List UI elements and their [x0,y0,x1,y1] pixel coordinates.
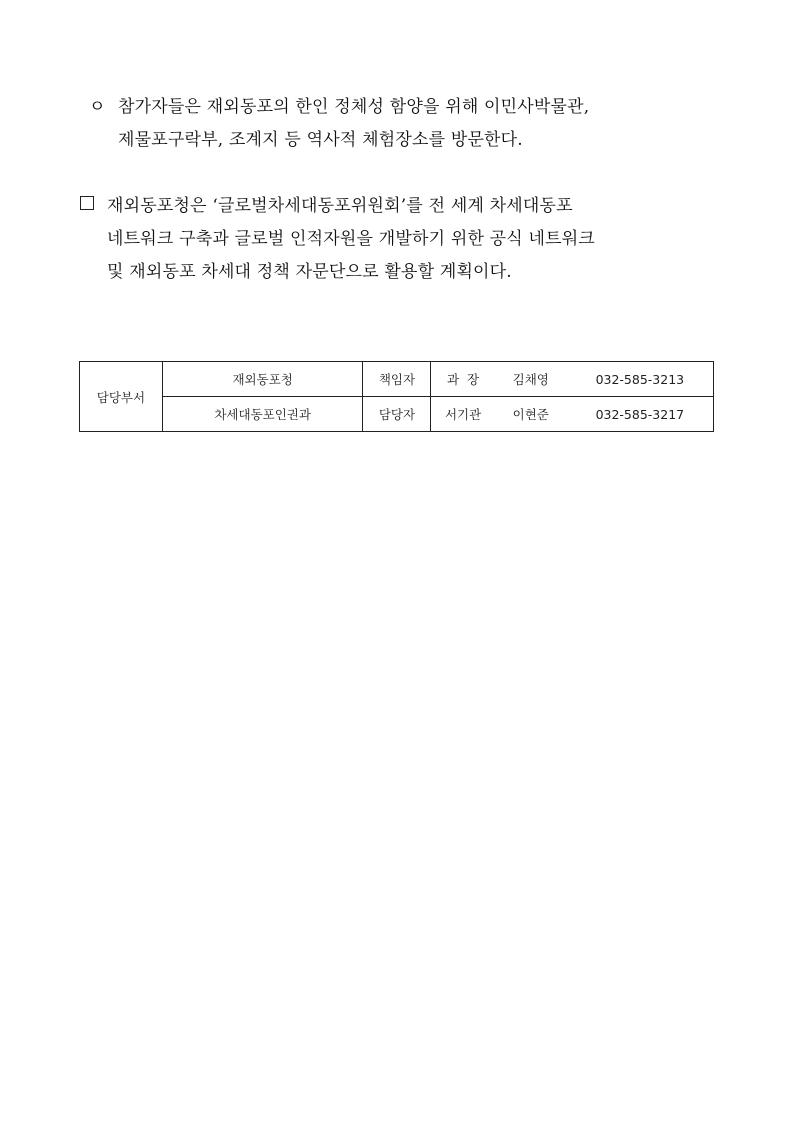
title-cell: 과 장 [431,362,495,397]
paragraph-line: 재외동포청은 ‘글로벌차세대동포위원회’를 전 세계 차세대동포 [107,196,573,216]
role-cell: 담당자 [363,397,431,432]
division-cell: 차세대동포인권과 [162,397,363,432]
phone-cell: 032-585-3213 [567,362,714,397]
dept-header-cell: 담당부서 [80,362,163,432]
paragraph-line: 참가자들은 재외동포의 한인 정체성 함양을 위해 이민사박물관, [118,97,590,117]
name-cell: 김채영 [495,362,567,397]
org-cell: 재외동포청 [162,362,363,397]
circle-bullet-icon: ㅇ [89,97,106,117]
table-row [80,362,714,397]
title-cell: 서기관 [431,397,495,432]
phone-cell: 032-585-3217 [567,397,714,432]
name-cell: 이현준 [495,397,567,432]
paragraph-line: 및 재외동포 차세대 정책 자문단으로 활용할 계획이다. [107,262,512,282]
role-cell: 책임자 [363,362,431,397]
paragraph-line: 네트워크 구축과 글로벌 인적자원을 개발하기 위한 공식 네트워크 [107,229,596,249]
square-bullet-icon [80,196,94,210]
table-row [80,397,714,432]
paragraph-line: 제물포구락부, 조계지 등 역사적 체험장소를 방문한다. [118,130,523,150]
contact-table [79,361,714,432]
